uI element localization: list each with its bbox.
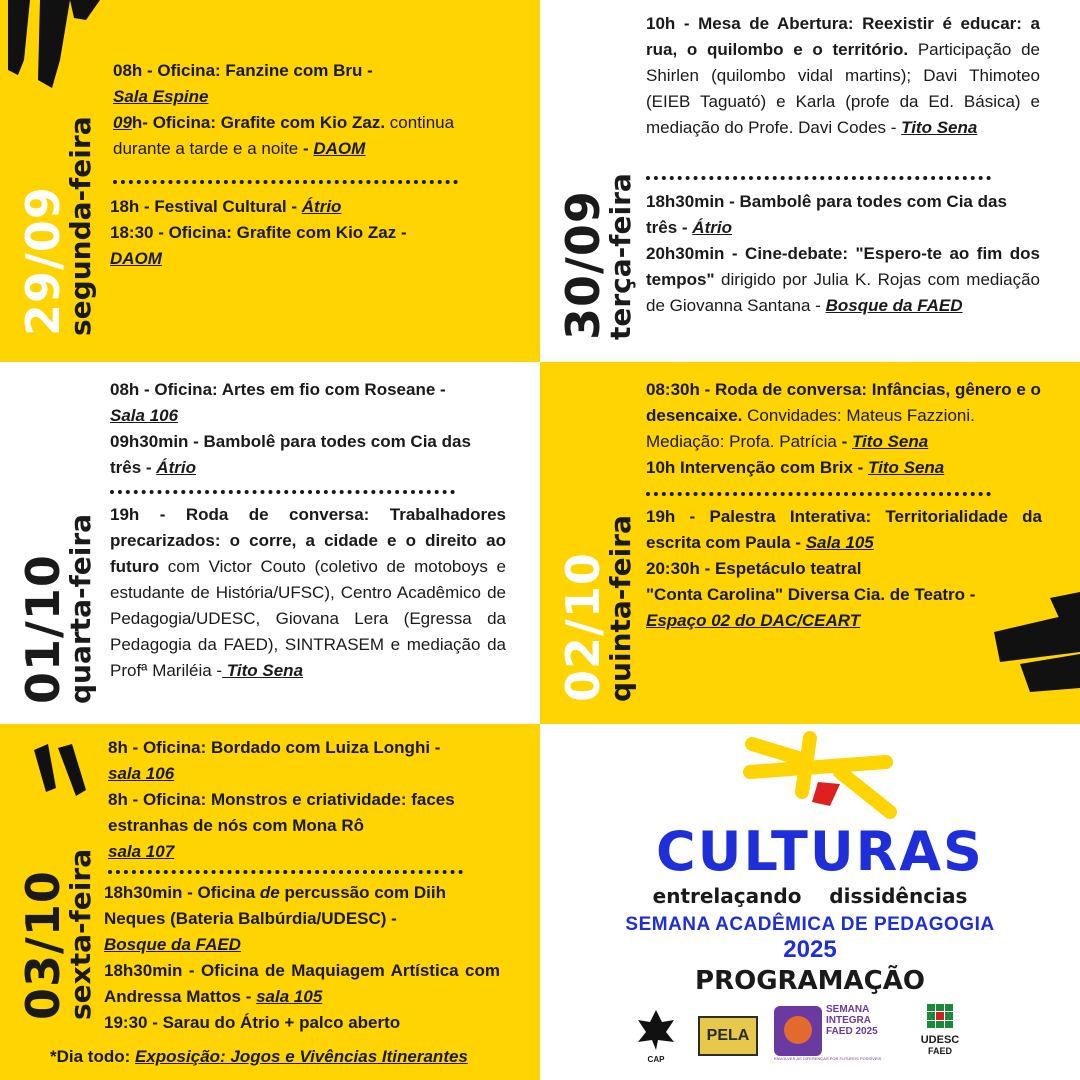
- logos-row: [630, 1002, 1070, 1072]
- location-link[interactable]: sala 105: [256, 987, 323, 1006]
- brand-panel: [540, 724, 1080, 1080]
- date-label-0310: 03/10 sexta-feira: [16, 848, 97, 1020]
- location-link[interactable]: sala 107: [108, 842, 175, 861]
- date-label-2909: 29/09 segunda-feira: [16, 116, 97, 336]
- brush-mark-icon: [0, 0, 110, 110]
- divider: [110, 490, 455, 494]
- divider: [108, 870, 463, 874]
- cap-logo: CAP: [634, 1008, 678, 1064]
- location-link[interactable]: Átrio: [156, 458, 196, 477]
- location-link[interactable]: Sala 105: [805, 533, 874, 552]
- location-link[interactable]: Tito Sena: [851, 432, 929, 451]
- date-label-0110: 01/10 quarta-feira: [16, 513, 97, 704]
- location-link[interactable]: DAOM: [110, 249, 162, 268]
- all-day-note: *Dia todo: Exposição: Jogos e Vivências Itinerantes: [50, 1047, 468, 1066]
- location-link[interactable]: Átrio: [301, 197, 342, 216]
- day-panel-2909: [0, 0, 540, 362]
- location-link[interactable]: Bosque da FAED: [104, 935, 241, 954]
- events-0310-evening: 18h30min - Oficina de percussão com Diih Neques (Bateria Balbúrdia/UDESC) - Bosque da FAED 18h30min - Oficina de Maquiagem Artística com Andressa Mattos - sala 105 19:30 - Sarau do Átrio + palco aberto: [104, 883, 500, 1032]
- location-link[interactable]: Espaço 02 do DAC/CEART: [646, 611, 861, 630]
- day-panel-0310: [0, 724, 540, 1080]
- brush-mark-icon: [990, 592, 1080, 702]
- logo-word: CULTURAS: [656, 820, 984, 883]
- date-label-0210: 02/10 quinta-feira: [556, 515, 637, 702]
- location-link[interactable]: Sala Espine: [113, 87, 209, 106]
- date-label-3009: 30/09 terça-feira: [556, 173, 637, 340]
- location-link[interactable]: Sala 106: [110, 406, 179, 425]
- location-link[interactable]: Tito Sena: [868, 458, 945, 477]
- event-year: 2025: [783, 936, 837, 963]
- events-0210-morning: 08:30h - Roda de conversa: Infâncias, gênero e o desencaixe. Convidades: Mateus Fazzioni. Mediação: Profa. Patrícia - Tito Sena 10h Intervenção com Brix - Tito Sena: [646, 380, 1041, 477]
- location-link[interactable]: Bosque da FAED: [825, 296, 963, 315]
- location-link[interactable]: DAOM: [313, 139, 366, 158]
- location-link[interactable]: Tito Sena: [222, 661, 304, 680]
- location-link[interactable]: sala 106: [108, 764, 175, 783]
- day-panel-0110: [0, 362, 540, 724]
- events-0110-evening: 19h - Roda de conversa: Trabalhadores precarizados: o corre, a cidade e o direito ao futuro com Victor Couto (coletivo de motoboys e estudante de História/UFSC), Centro Acadêmico de Pedagogia/UDESC, Giovana Lera (Egressa da Pedagogia da FAED), SINTRASEM e mediação da Profª Mariléia - Tito Sena: [110, 505, 506, 680]
- events-3009-evening: 18h30min - Bambolê para todes com Cia das três - Átrio 20h30min - Cine-debate: "Espero-te ao fim dos tempos" dirigido por Julia K. Rojas com mediação de Giovanna Santana - Bosque da FAED: [646, 192, 1040, 315]
- location-link[interactable]: Átrio: [692, 218, 732, 237]
- event-title: SEMANA ACADÊMICA DE PEDAGOGIA: [625, 914, 995, 935]
- location-link[interactable]: Exposição: Jogos e Vivências Itinerantes: [135, 1047, 468, 1066]
- pela-logo: PELA: [698, 1016, 758, 1056]
- day-panel-0210: [540, 362, 1080, 724]
- program-title: PROGRAMAÇÃO: [695, 966, 925, 996]
- events-2909-evening: 18h - Festival Cultural - Átrio 18:30 - Oficina: Grafite com Kio Zaz - DAOM: [110, 197, 407, 268]
- events-0210-evening: 19h - Palestra Interativa: Territorialidade da escrita com Paula - Sala 105 20:30h - Espetáculo teatral "Conta Carolina" Diversa Cia. de Teatro - Espaço 02 do DAC/CEART: [646, 507, 1042, 630]
- divider: [646, 492, 991, 496]
- divider: [646, 176, 991, 180]
- udesc-logo: UDESC FAED: [910, 1004, 970, 1066]
- integra-logo: SEMANA INTEGRA FAED 2025 ENVOLVER AS DIFERENÇAS POR FUTUROS POSSÍVEIS: [774, 1004, 882, 1061]
- tagline: entrelaçando dissidências: [652, 884, 968, 908]
- culturas-logo: [656, 732, 984, 892]
- divider: [113, 180, 458, 184]
- events-0310-morning: 8h - Oficina: Bordado com Luiza Longhi - sala 106 8h - Oficina: Monstros e criatividade: faces estranhas de nós com Mona Rô sala 107: [108, 738, 455, 861]
- events-2909-morning: 08h - Oficina: Fanzine com Bru - Sala Espine 09h- Oficina: Grafite com Kio Zaz. continua durante a tarde e a noite - DAOM: [113, 61, 455, 158]
- day-panel-3009: [540, 0, 1080, 362]
- events-0110-morning: 08h - Oficina: Artes em fio com Roseane - Sala 106 09h30min - Bambolê para todes com Cia das três - Átrio: [110, 380, 471, 477]
- brush-mark-icon: [28, 744, 88, 814]
- location-link[interactable]: Tito Sena: [901, 118, 978, 137]
- events-3009-morning: 10h - Mesa de Abertura: Reexistir é educar: a rua, o quilombo e o território. Participação de Shirlen (quilombo vidal martins); Davi Thimoteo (EIEB Taguató) e Karla (profe da Ed. Básica) e mediação do Profe. Davi Codes - Tito Sena: [646, 14, 1041, 137]
